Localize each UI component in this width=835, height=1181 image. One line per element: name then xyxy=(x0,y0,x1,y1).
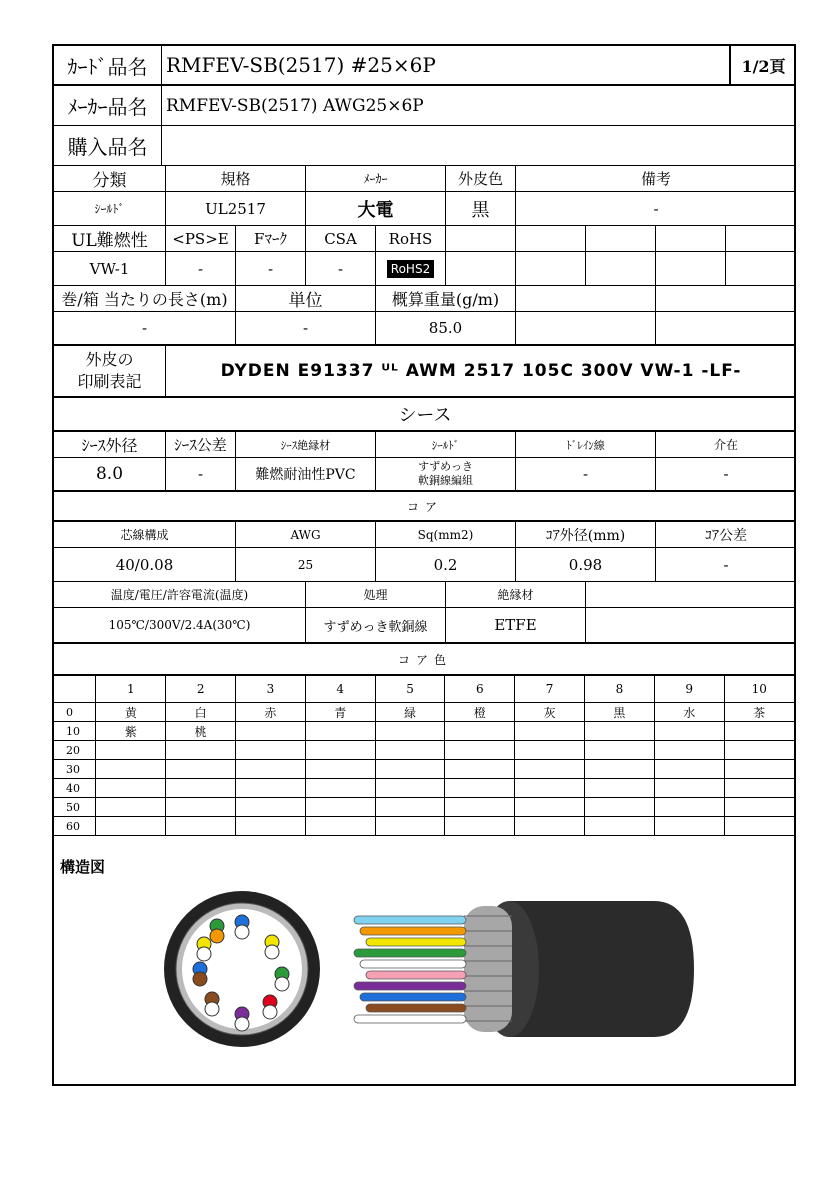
color-column-header: 5 xyxy=(375,676,445,703)
f-mark-header: Fﾏｰｸ xyxy=(236,226,306,251)
row-label: 50 xyxy=(54,798,96,817)
color-cell xyxy=(166,760,236,779)
blank-cell xyxy=(586,582,796,607)
sheath-material-value: 難燃耐油性PVC xyxy=(236,458,376,490)
core-value-row xyxy=(54,548,794,582)
color-cell xyxy=(375,779,445,798)
core-wire xyxy=(366,938,466,946)
blank-cell xyxy=(656,286,796,311)
maker-name: RMFEV-SB(2517) AWG25×6P xyxy=(166,95,424,116)
rating-value: 105℃/300V/2.4A(30℃) xyxy=(54,608,306,642)
color-cell xyxy=(236,741,306,760)
color-cell xyxy=(375,760,445,779)
color-table-row xyxy=(54,741,794,760)
core-wire xyxy=(354,982,466,990)
standard-header: 規格 xyxy=(166,166,306,191)
drain-value: - xyxy=(516,458,656,490)
rohs-badge: RoHS2 xyxy=(387,260,434,278)
blank-cell xyxy=(726,252,796,285)
color-cell: 紫 xyxy=(96,722,166,741)
strand-header: 芯線構成 xyxy=(54,522,236,547)
marking-label xyxy=(54,346,166,396)
blank-cell xyxy=(516,252,586,285)
core-wire xyxy=(210,929,224,943)
weight-value: 85.0 xyxy=(376,312,516,344)
cert-header-row xyxy=(54,226,794,252)
color-cell xyxy=(305,760,375,779)
color-cell: 白 xyxy=(166,703,236,722)
color-table-row xyxy=(54,779,794,798)
color-cell xyxy=(96,817,166,836)
row-label: 10 xyxy=(54,722,96,741)
core-wire xyxy=(197,947,211,961)
marking-text: DYDEN E91337 ᵁᴸ AWM 2517 105C 300V VW-1 -LF- xyxy=(220,361,742,381)
color-cell xyxy=(724,817,794,836)
core-wire xyxy=(263,1005,277,1019)
rohs-value-cell xyxy=(376,252,446,285)
marking-row xyxy=(54,346,794,398)
rohs-header: RoHS xyxy=(376,226,446,251)
cable-side-view xyxy=(354,901,694,1037)
color-cell xyxy=(445,779,515,798)
color-cell xyxy=(166,817,236,836)
core-wire xyxy=(366,971,466,979)
color-cell xyxy=(515,760,585,779)
color-cell xyxy=(305,779,375,798)
blank-cell xyxy=(516,226,586,251)
ul-header: UL難燃性 xyxy=(54,226,166,251)
color-table-row xyxy=(54,722,794,741)
color-cell xyxy=(96,760,166,779)
color-cell xyxy=(724,760,794,779)
sheath-material-header: ｼｰｽ絶縁材 xyxy=(236,432,376,457)
color-column-header: 4 xyxy=(305,676,375,703)
color-column-header: 2 xyxy=(166,676,236,703)
purchase-name xyxy=(162,126,796,165)
color-cell: 黒 xyxy=(585,703,655,722)
f-mark-value: - xyxy=(236,252,306,285)
pse-value: - xyxy=(166,252,236,285)
core-wire xyxy=(275,977,289,991)
csa-header: CSA xyxy=(306,226,376,251)
color-cell xyxy=(375,817,445,836)
core-wire xyxy=(354,949,466,957)
color-cell xyxy=(445,722,515,741)
notes-header: 備考 xyxy=(640,170,671,188)
color-cell xyxy=(585,741,655,760)
blank-cell xyxy=(586,608,796,642)
color-cell xyxy=(654,741,724,760)
color-column-header: 9 xyxy=(654,676,724,703)
filler-header: 介在 xyxy=(713,438,738,452)
color-cell xyxy=(305,722,375,741)
length-header: 巻/箱 当たりの長さ(m) xyxy=(54,286,236,311)
color-column-header: 8 xyxy=(585,676,655,703)
spec-sheet xyxy=(52,44,796,1086)
sq-value: 0.2 xyxy=(376,548,516,581)
maker-value: 大電 xyxy=(306,192,446,225)
filler-value: - xyxy=(723,465,729,483)
color-cell xyxy=(96,779,166,798)
core-wire xyxy=(235,1017,249,1031)
sheath-value-row xyxy=(54,458,794,492)
color-cell xyxy=(305,817,375,836)
color-cell xyxy=(585,722,655,741)
color-cell xyxy=(515,798,585,817)
treatment-header: 処理 xyxy=(306,582,446,607)
color-table-row xyxy=(54,817,794,836)
page-number: 1/2頁 xyxy=(730,46,796,84)
color-cell xyxy=(515,817,585,836)
color-cell xyxy=(515,779,585,798)
core-wire xyxy=(235,925,249,939)
core-header-row-2 xyxy=(54,582,794,608)
blank-cell xyxy=(656,226,726,251)
color-cell xyxy=(654,722,724,741)
color-cell: 緑 xyxy=(375,703,445,722)
class-header: 分類 xyxy=(54,166,166,191)
color-cell xyxy=(515,722,585,741)
treatment-value: すずめっき軟銅線 xyxy=(306,608,446,642)
color-cell xyxy=(166,779,236,798)
row-label: 0 xyxy=(54,703,96,722)
color-cell xyxy=(445,760,515,779)
diagram-title: 構造図 xyxy=(60,858,106,876)
color-cell xyxy=(375,741,445,760)
blank-cell xyxy=(446,252,516,285)
color-value: 黒 xyxy=(446,192,516,225)
marking-label-line2: 印刷表記 xyxy=(77,372,142,391)
sheath-tol-value: - xyxy=(166,458,236,490)
blank-cell xyxy=(516,312,656,344)
braid-section xyxy=(464,906,512,1032)
pack-value-row xyxy=(54,312,794,346)
corner-cell xyxy=(54,676,96,703)
color-cell xyxy=(654,760,724,779)
core-od-header: ｺｱ外径(mm) xyxy=(516,522,656,547)
color-cell xyxy=(654,798,724,817)
row-label: 40 xyxy=(54,779,96,798)
core-wire xyxy=(193,972,207,986)
color-cell xyxy=(236,722,306,741)
core-wire xyxy=(354,1015,466,1023)
color-cell xyxy=(724,779,794,798)
color-table-row xyxy=(54,760,794,779)
blank-cell xyxy=(726,226,796,251)
pack-header-row xyxy=(54,286,794,312)
color-cell xyxy=(236,779,306,798)
color-header: 外皮色 xyxy=(446,166,516,191)
card-name-row xyxy=(54,46,794,86)
maker-name-row xyxy=(54,86,794,126)
sheath-od-value: 8.0 xyxy=(54,458,166,490)
shield-value-line2: 軟銅線編組 xyxy=(418,474,473,487)
core-wire xyxy=(360,960,466,968)
color-column-header: 10 xyxy=(724,676,794,703)
spec-value-row xyxy=(54,192,794,226)
color-cell: 茶 xyxy=(724,703,794,722)
color-cell xyxy=(305,798,375,817)
color-cell xyxy=(166,741,236,760)
color-cell: 灰 xyxy=(515,703,585,722)
color-table-row xyxy=(54,703,794,722)
weight-header: 概算重量(g/m) xyxy=(376,286,516,311)
core-wire xyxy=(265,945,279,959)
color-cell xyxy=(236,760,306,779)
color-title-row xyxy=(54,644,794,676)
core-title: コア xyxy=(406,499,443,514)
maker-label: ﾒｰｶｰ品名 xyxy=(54,86,162,125)
color-table-header xyxy=(54,676,794,703)
color-cell xyxy=(236,817,306,836)
blank-cell xyxy=(656,312,796,344)
color-cell xyxy=(724,798,794,817)
blank-cell xyxy=(586,226,656,251)
core-wire xyxy=(205,1002,219,1016)
color-cell xyxy=(445,817,515,836)
unit-value: - xyxy=(236,312,376,344)
csa-value: - xyxy=(306,252,376,285)
color-cell xyxy=(305,741,375,760)
maker-header: ﾒｰｶｰ xyxy=(306,166,446,191)
color-cell xyxy=(515,741,585,760)
sq-header: Sq(mm2) xyxy=(376,522,516,547)
sheath-title: シース xyxy=(398,405,452,426)
blank-cell xyxy=(516,286,656,311)
core-wire xyxy=(360,993,466,1001)
spec-header-row xyxy=(54,166,794,192)
class-value: ｼｰﾙﾄﾞ xyxy=(54,192,166,225)
cable-structure-diagram xyxy=(54,876,794,1086)
shield-header: ｼｰﾙﾄﾞ xyxy=(376,432,516,457)
row-label: 20 xyxy=(54,741,96,760)
color-cell xyxy=(585,817,655,836)
color-cell xyxy=(445,798,515,817)
length-value: - xyxy=(54,312,236,344)
color-cell xyxy=(724,741,794,760)
color-cell xyxy=(96,741,166,760)
marking-label-line1: 外皮の xyxy=(85,350,134,369)
cable-cross-section xyxy=(164,891,320,1047)
sheath-header-row xyxy=(54,432,794,458)
color-cell: 青 xyxy=(305,703,375,722)
core-wire xyxy=(354,916,466,924)
strand-value: 40/0.08 xyxy=(54,548,236,581)
card-label: ｶｰﾄﾞ品名 xyxy=(54,46,162,84)
blank-cell xyxy=(446,226,516,251)
color-cell xyxy=(724,722,794,741)
sheath-tol-header: ｼｰｽ公差 xyxy=(166,432,236,457)
notes-value: - xyxy=(653,199,659,218)
color-cell xyxy=(585,779,655,798)
core-color-table xyxy=(54,676,794,836)
row-label: 30 xyxy=(54,760,96,779)
core-header-row xyxy=(54,522,794,548)
color-cell xyxy=(375,798,445,817)
color-cell: 桃 xyxy=(166,722,236,741)
shield-value xyxy=(376,458,516,490)
color-title: コア色 xyxy=(397,652,452,667)
shield-value-line1: すずめっき xyxy=(418,460,473,473)
blank-cell xyxy=(656,252,726,285)
color-column-header: 3 xyxy=(236,676,306,703)
color-cell xyxy=(166,798,236,817)
standard-value: UL2517 xyxy=(166,192,306,225)
core-wire xyxy=(360,927,466,935)
color-column-header: 7 xyxy=(515,676,585,703)
sheath-title-row xyxy=(54,398,794,432)
color-cell: 赤 xyxy=(236,703,306,722)
core-tol-value: - xyxy=(723,555,729,574)
color-cell: 黄 xyxy=(96,703,166,722)
color-column-header: 1 xyxy=(96,676,166,703)
core-wire xyxy=(366,1004,466,1012)
core-tol-header: ｺｱ公差 xyxy=(705,527,747,544)
card-name: RMFEV-SB(2517) #25×6P xyxy=(162,46,730,84)
awg-value: 25 xyxy=(236,548,376,581)
core-value-row-2 xyxy=(54,608,794,644)
color-cell xyxy=(445,741,515,760)
color-table-row xyxy=(54,798,794,817)
sheath-od-header: ｼｰｽ外径 xyxy=(54,432,166,457)
color-cell xyxy=(96,798,166,817)
color-cell xyxy=(236,798,306,817)
unit-header: 単位 xyxy=(236,286,376,311)
purchase-name-row xyxy=(54,126,794,166)
cert-value-row xyxy=(54,252,794,286)
color-cell: 橙 xyxy=(445,703,515,722)
color-cell xyxy=(375,722,445,741)
core-od-value: 0.98 xyxy=(516,548,656,581)
pse-header: <PS>E xyxy=(166,226,236,251)
color-column-header: 6 xyxy=(445,676,515,703)
ul-value: VW-1 xyxy=(54,252,166,285)
drain-header: ﾄﾞﾚｲﾝ線 xyxy=(516,432,656,457)
insulation-value: ETFE xyxy=(446,608,586,642)
core-title-row xyxy=(54,492,794,522)
row-label: 60 xyxy=(54,817,96,836)
purchase-label: 購入品名 xyxy=(54,126,162,165)
color-cell xyxy=(585,760,655,779)
color-cell: 水 xyxy=(654,703,724,722)
insulation-header: 絶縁材 xyxy=(446,582,586,607)
rating-header: 温度/電圧/許容電流(温度) xyxy=(54,582,306,607)
awg-header: AWG xyxy=(236,522,376,547)
color-cell xyxy=(585,798,655,817)
color-cell xyxy=(654,817,724,836)
blank-cell xyxy=(586,252,656,285)
color-cell xyxy=(654,779,724,798)
